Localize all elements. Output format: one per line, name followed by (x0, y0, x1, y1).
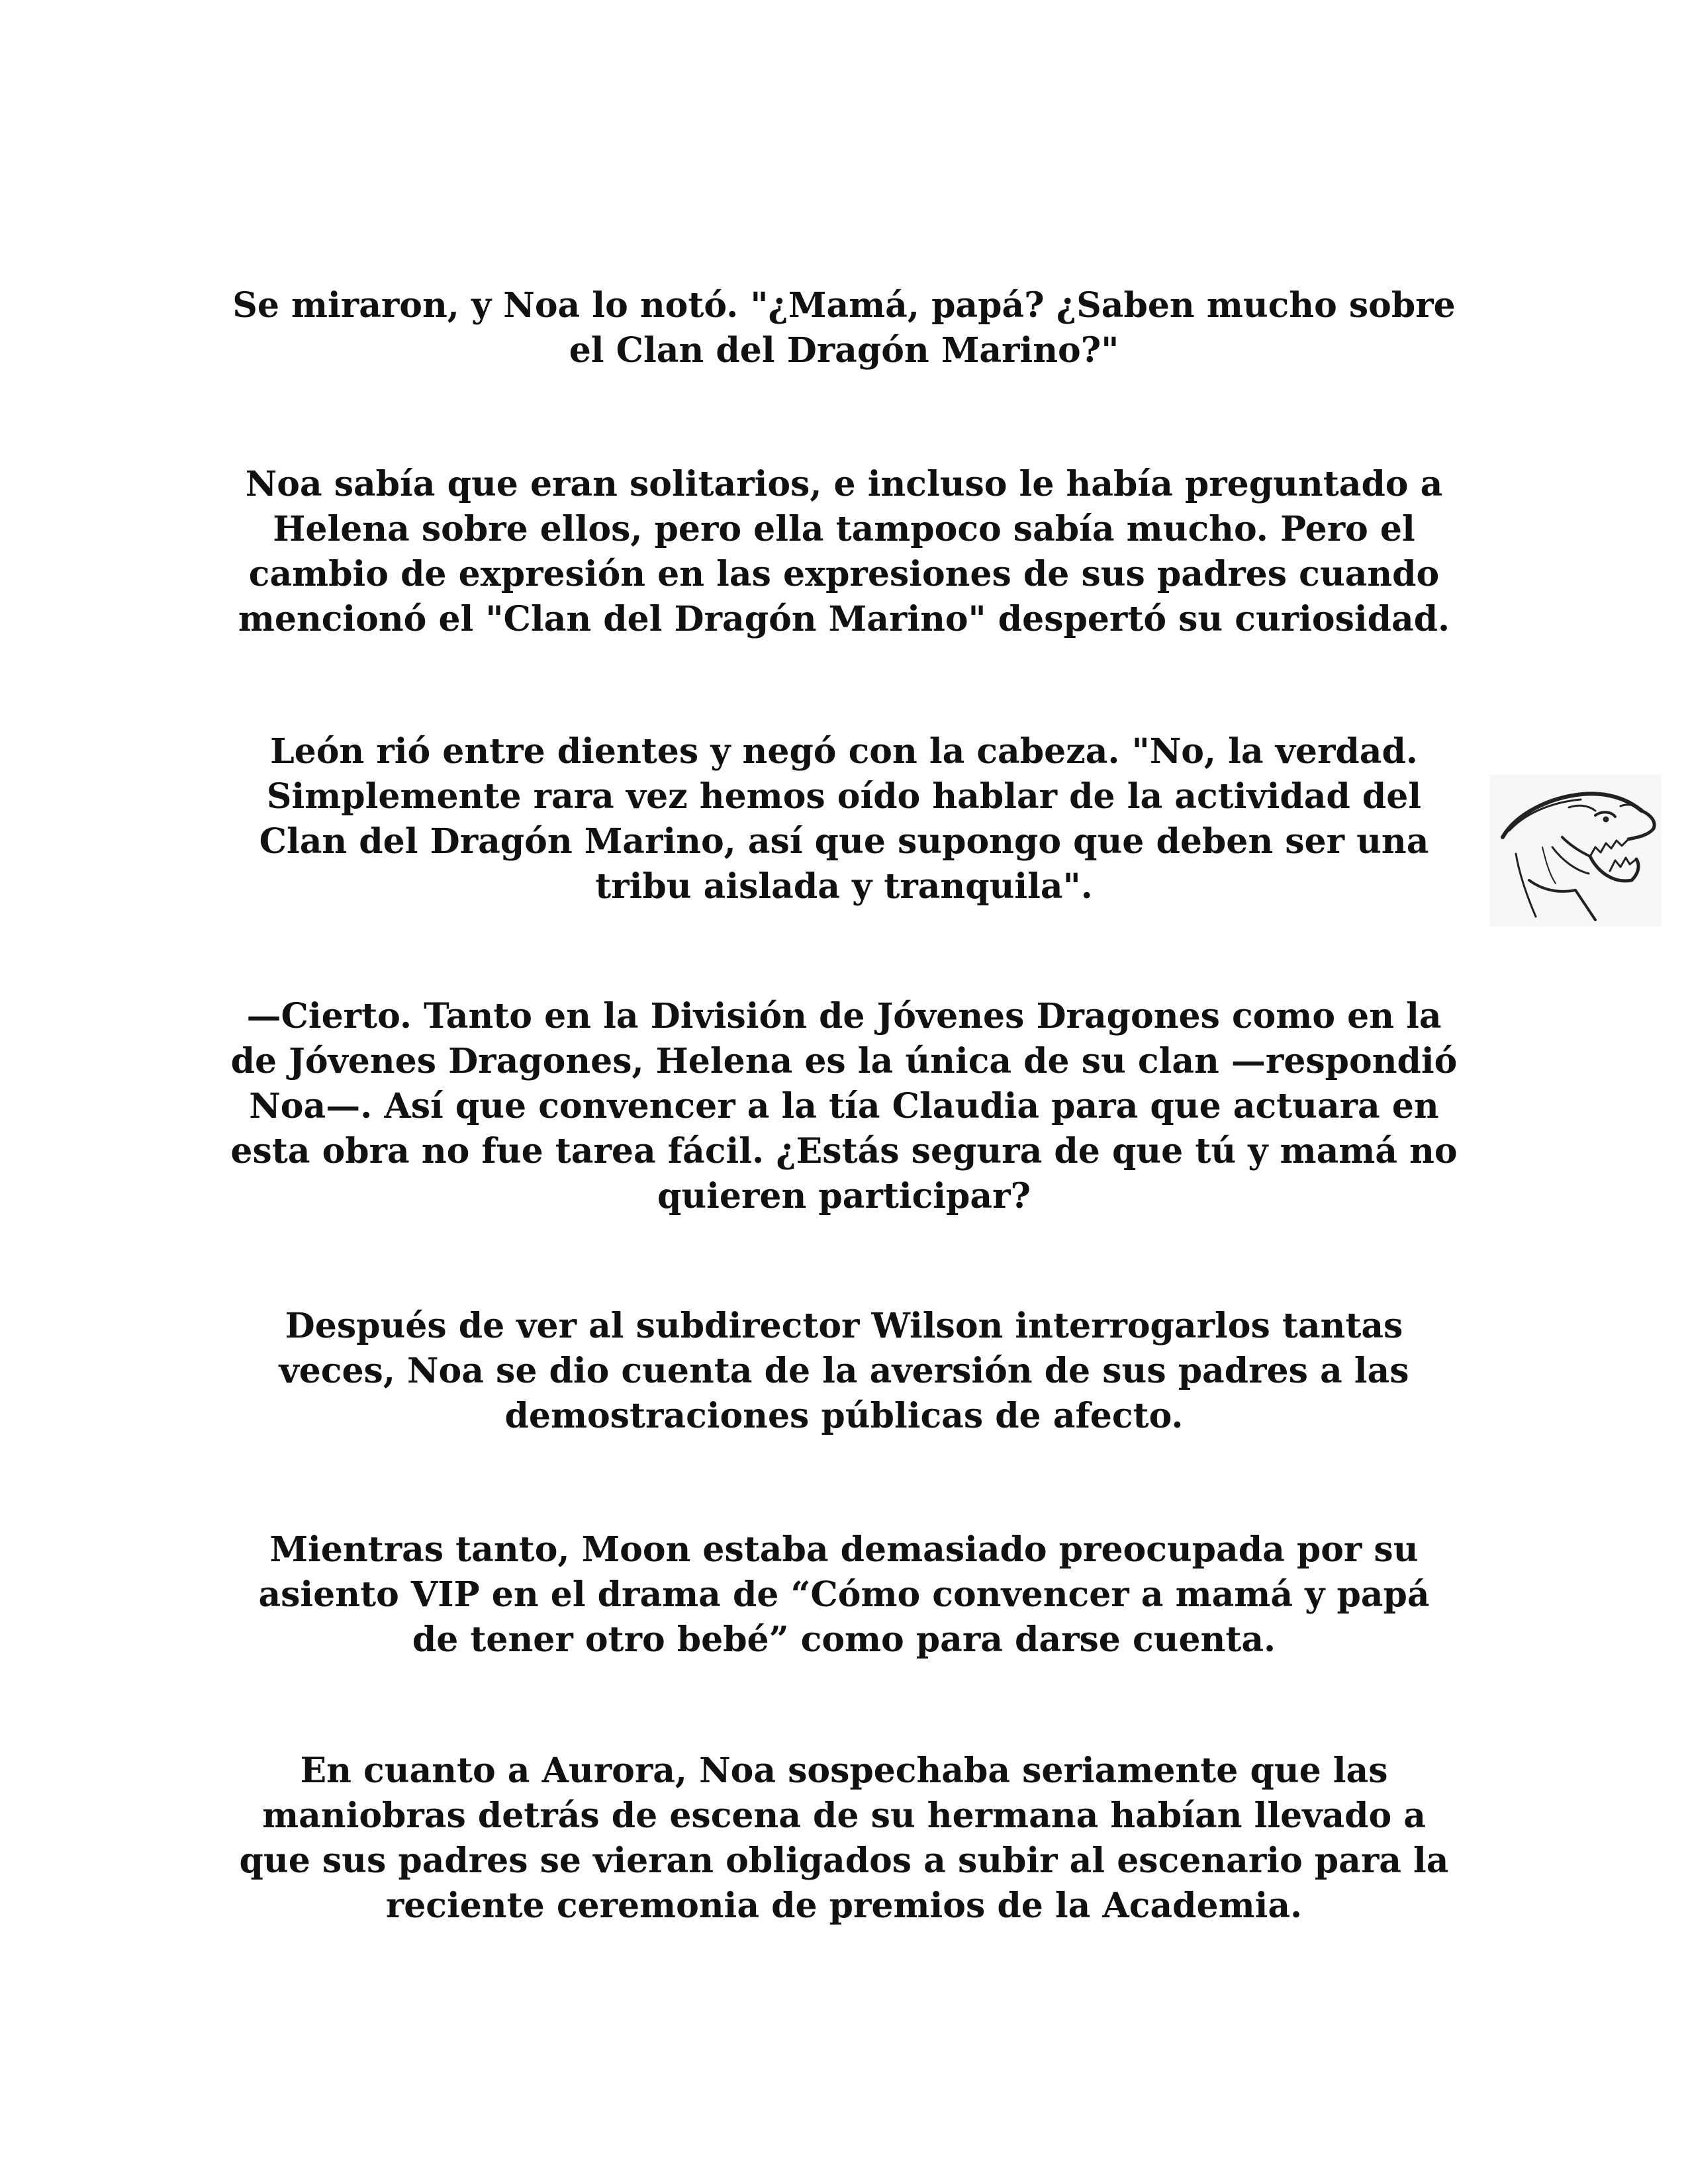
paragraph-3: León rió entre dientes y negó con la cabeza. "No, la verdad. Simplemente rara vez hemos oído hablar de la actividad del Clan del Dragón Marino, así que supongo que deben ser una tribu aislada y tranquila". (259, 731, 1429, 907)
paragraph-5: Después de ver al subdirector Wilson interrogarlos tantas veces, Noa se dio cuenta de la aversión de sus padres a las demostraciones públicas de afecto. (279, 1306, 1409, 1436)
paragraph-4: —Cierto. Tanto en la División de Jóvenes Dragones como en la de Jóvenes Dragones, Helena es la única de su clan —respondió Noa—. Así que convencer a la tía Claudia para que actuara en esta obra no fue tarea fácil. ¿Estás segura de que tú y mamá no quieren participar? (230, 996, 1458, 1216)
paragraph-7: En cuanto a Aurora, Noa sospechaba seriamente que las maniobras detrás de escena de su hermana habían llevado a que sus padres se vieran obligados a subir al escenario para la reciente ceremonia de premios de la Academia. (239, 1751, 1449, 1926)
paragraph-6: Mientras tanto, Moon estaba demasiado preocupada por su asiento VIP en el drama de “Cómo convencer a mamá y papá de tener otro bebé” como para darse cuenta. (258, 1529, 1430, 1660)
paragraph-2: Noa sabía que eran solitarios, e incluso le había preguntado a Helena sobre ellos, pero ella tampoco sabía mucho. Pero el cambio de expresión en las expresiones de sus padres cuando mencionó el "Clan del Dragón Marino" despertó su curiosidad. (238, 464, 1450, 639)
paragraph-1: Se miraron, y Noa lo notó. "¿Mamá, papá? ¿Saben mucho sobre el Clan del Dragón Marino?" (232, 285, 1456, 371)
dinosaur-head-sketch-icon (1489, 774, 1662, 927)
